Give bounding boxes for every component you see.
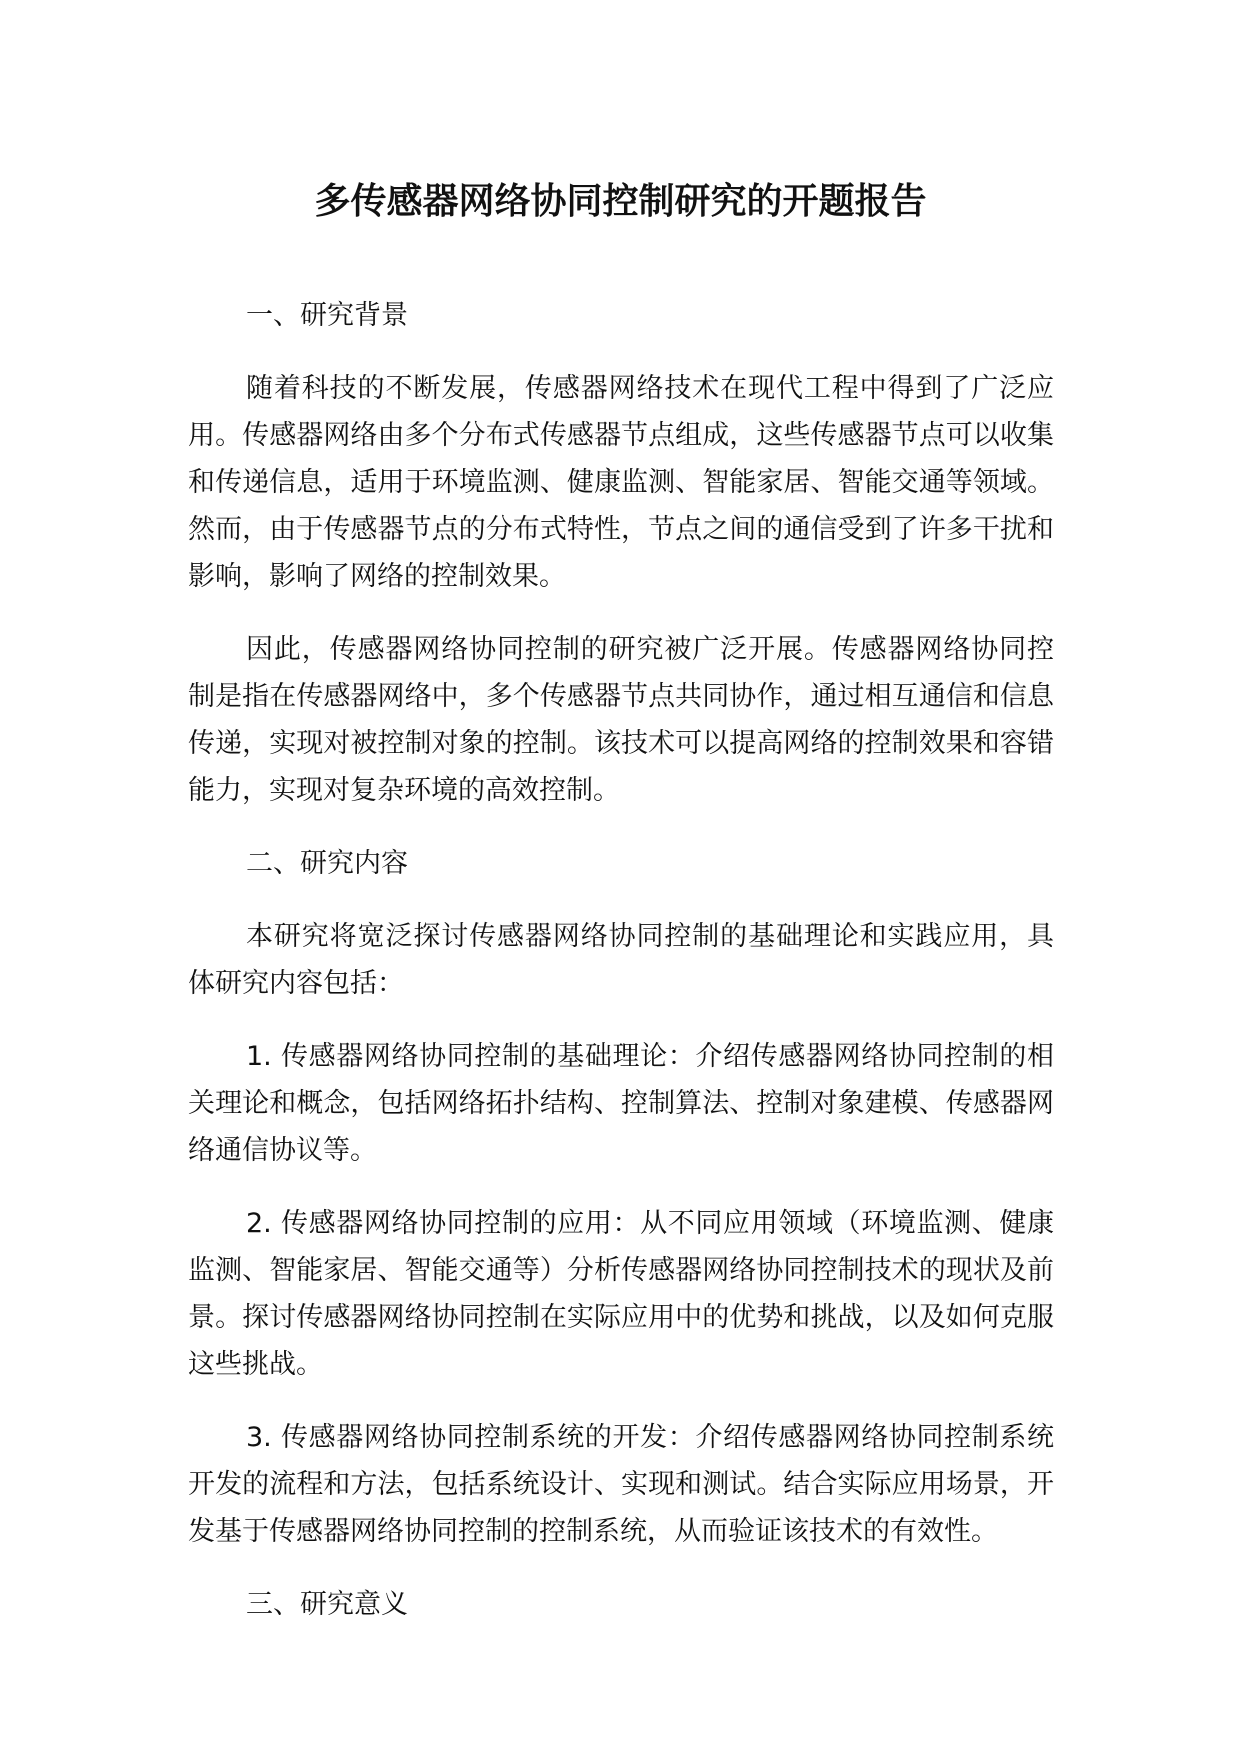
list-item-theory: 1. 传感器网络协同控制的基础理论：介绍传感器网络协同控制的相关理论和概念，包括网络拓扑结构、控制算法、控制对象建模、传感器网络通信协议等。 — [188, 1041, 1054, 1166]
section-heading-content: 二、研究内容 — [246, 848, 408, 879]
paragraph-background-2: 因此，传感器网络协同控制的研究被广泛开展。传感器网络协同控制是指在传感器网络中，多个传感器节点共同协作，通过相互通信和信息传递，实现对被控制对象的控制。该技术可以提高网络的控制效果和容错能力，实现对复杂环境的高效控制。 — [188, 634, 1054, 806]
section-heading-background: 一、研究背景 — [246, 300, 408, 331]
list-item-development: 3. 传感器网络协同控制系统的开发：介绍传感器网络协同控制系统开发的流程和方法，包括系统设计、实现和测试。结合实际应用场景，开发基于传感器网络协同控制的控制系统，从而验证该技术的有效性。 — [188, 1422, 1054, 1547]
document-title: 多传感器网络协同控制研究的开题报告 — [314, 181, 927, 222]
paragraph-background-1: 随着科技的不断发展，传感器网络技术在现代工程中得到了广泛应用。传感器网络由多个分布式传感器节点组成，这些传感器节点可以收集和传递信息，适用于环境监测、健康监测、智能家居、智能交通等领域。然而，由于传感器节点的分布式特性，节点之间的通信受到了许多干扰和影响，影响了网络的控制效果。 — [188, 373, 1054, 592]
document-body — [188, 292, 1054, 1654]
list-item-application: 2. 传感器网络协同控制的应用：从不同应用领域（环境监测、健康监测、智能家居、智能交通等）分析传感器网络协同控制技术的现状及前景。探讨传感器网络协同控制在实际应用中的优势和挑战，以及如何克服这些挑战。 — [188, 1208, 1054, 1380]
section-heading-significance: 三、研究意义 — [246, 1589, 408, 1620]
paragraph-content-intro: 本研究将宽泛探讨传感器网络协同控制的基础理论和实践应用，具体研究内容包括： — [188, 921, 1054, 999]
